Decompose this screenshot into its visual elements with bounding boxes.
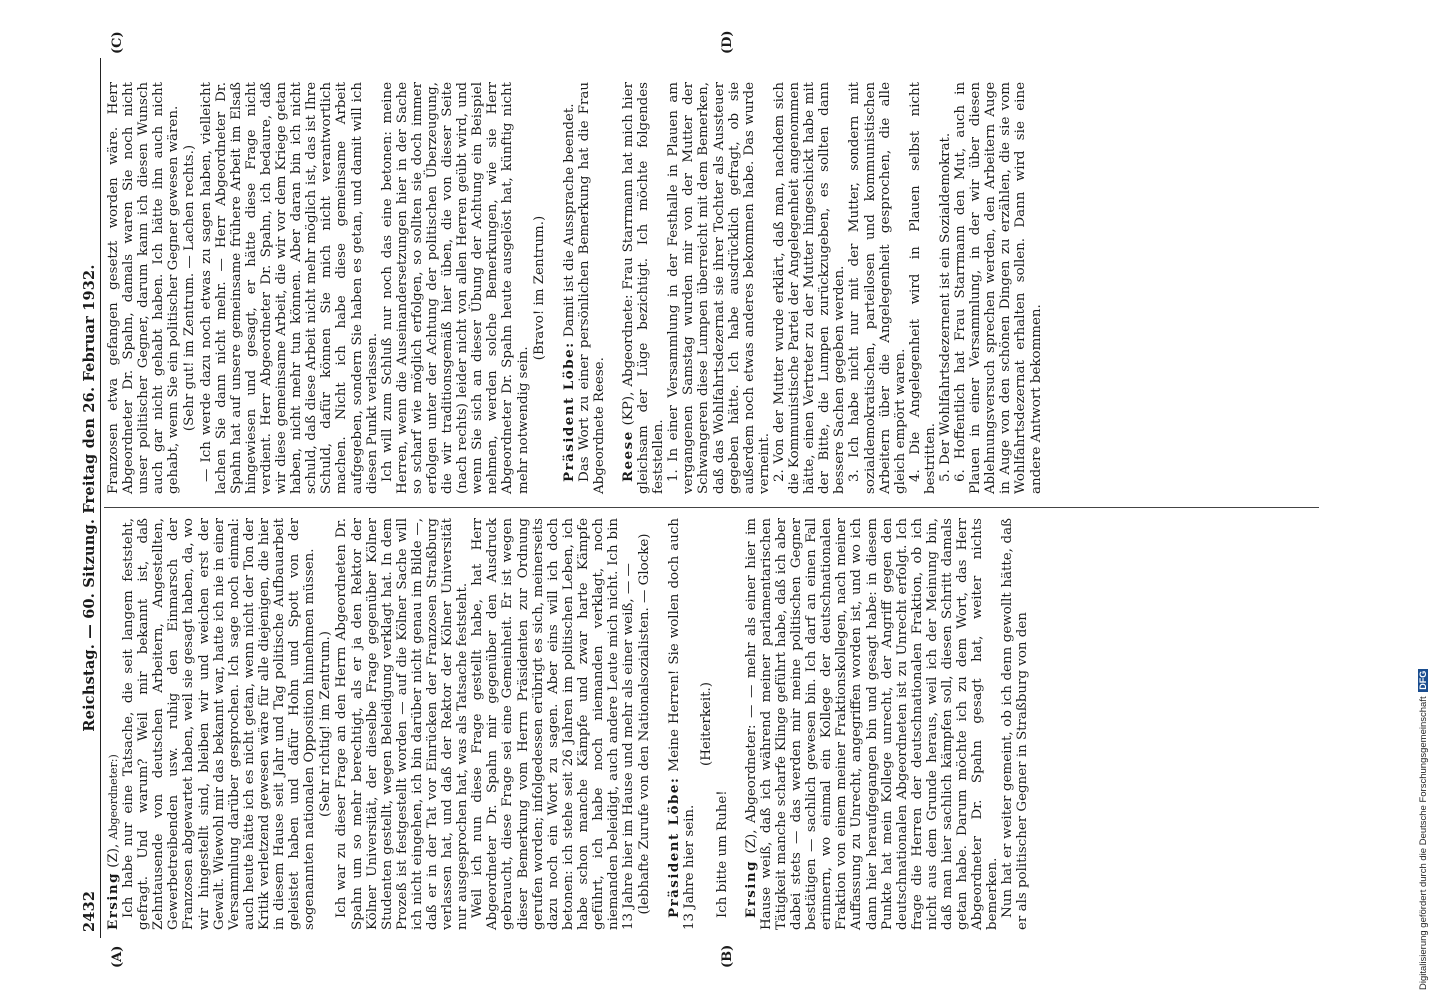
margin-mark-a: (A) — [110, 945, 125, 968]
page-number: 2432 — [81, 890, 98, 932]
speaker-name: Reese — [620, 430, 636, 482]
list-item: 1. In einer Versammlung in der Festhalle in Plauen am vergangenen Samstag wurden mir von der Mutter der Schwangeren diese Lumpen überreicht mit dem Bemerken, daß das Wohlfahrtsdezernat sie ihrer Tochter als Aussteuer gegeben hätte. Ich habe ausdrücklich gefragt, ob sie außerdem noch etwas anderes bekommen habe. Das wurde verneint. — [666, 82, 772, 494]
paragraph — [106, 518, 121, 930]
speaker-role: Abgeordneter:) — [107, 754, 120, 840]
paragraph: — Ich werde dazu noch etwas zu sagen haben, vielleicht lachen Sie dann nicht mehr. — Herr Abgeordneter Dr. Spahn hat auf unsere gemeinsame frühere Arbeit im Elsaß hingewiesen und gesagt, er hätte diese Frage nicht verdient. Herr Abgeordneter Dr. Spahn, ich bedaure, daß wir diese gemeinsame Arbeit, die wir vor dem Kriege getan haben, nicht mehr tun können. Aber daran bin ich nicht schuld, daß diese Arbeit nicht mehr möglich ist, das ist Ihre Schuld, dafür können Sie mich nicht verantwortlich machen. Nicht ich habe diese gemeinsame Arbeit aufgegeben, sondern Sie haben es getan, und damit will ich diesen Punkt verlassen. — [198, 82, 380, 494]
running-title: Reichstag. — 60. Sitzung. Freitag den 26. Februar 1932. — [81, 264, 98, 732]
list-item: 2. Von der Mutter wurde erklärt, daß man, nachdem sich die Kommunistische Partei der Angelegenheit angenommen hätte, einen Vertreter zu der Mutter hingeschickt habe mit der Bitte, die Lumpen zurückzugeben, es sollten dann bessere Sachen gegeben werden. — [771, 82, 848, 494]
margin-mark-c: (C) — [110, 31, 125, 54]
paragraph: Abgeordnete: Frau Starrmann hat mich hier gleichsam der Lüge bezichtigt. Ich möchte folgendes feststellen. — [621, 82, 667, 494]
party: (Z), — [743, 829, 759, 854]
paragraph: Abgeordneter: — — mehr als einer hier im Hause weiß, daß ich während meiner parlamentarischen Tätigkeit manche scharfe Klinge geführt habe, daß ich aber dabei stets — das werden mir meine politischen Gegner bestätigen — sachlich gewesen bin. Ich darf an einen Fall erinnern, wo einmal ein Kollege der deutschnationalen Fraktion von einem meiner Fraktionskollegen, nach meiner Auffassung zu Unrecht, angegriffen worden ist, und wo ich dann hier heraufgegangen bin und gesagt habe: in diesem Punkte hat mein Kollege unrecht, der Angriff gegen den deutschnationalen Abgeordneten ist zu Unrecht erfolgt. Ich frage die Herren der deutschnationalen Fraktion, ob ich nicht aus dem Grunde heraus, weil ich der Meinung bin, daß man hier sachlich kämpfen soll, diesen Schritt damals getan habe. Darum möchte ich zu dem Wort, das Herr Abgeordneter Dr. Spahn gesagt hat, weiter nichts bemerken. — [743, 518, 1001, 930]
paragraph: Meine Herren! Sie wollen doch auch 13 Jahre hier sein. — [667, 518, 698, 930]
paragraph: Damit ist die Aussprache beendet. — [561, 103, 577, 338]
paragraph: Ich war zu dieser Frage an den Herrn Abgeordneten Dr. Spahn um so mehr berechtigt, als er ja den Rektor der Kölner Universität, der dieselbe Frage gegenüber Kölner Studenten gestellt, wegen Beleidigung verklagt hat. In dem Prozeß ist festgestellt worden — auf die Kölner Sache will ich nicht eingehen, ich bin darüber nicht genau im Bilde —, daß er in der Tat vor Einrücken der Franzosen Straßburg verlassen hat, und daß der Rektor der Kölner Universität nur ausgesprochen hat, was als Tatsache feststeht. — [334, 518, 471, 930]
speaker-name: Präsident Löbe: — [666, 776, 683, 918]
interjection: (Sehr richtig! im Zentrum.) — [318, 631, 334, 817]
interjection: (lebhafte Zurufe von den Nationalsozialisten. — Glocke) — [637, 533, 653, 915]
interjection: (Bravo! im Zentrum.) — [531, 215, 547, 361]
margin-mark-d: (D) — [720, 30, 735, 54]
list-item: 3. Ich habe nicht nur mit der Mutter, sondern mit sozialdemokratischen, parteilosen und kommunistischen Arbeitern über die Angelegenheit gesprochen, die alle gleich empört waren. — [847, 82, 908, 494]
dfg-logo: DFG — [1418, 670, 1428, 690]
page-header — [80, 58, 101, 938]
interjection: (Sehr gut! im Zentrum. — Lachen rechts.) — [182, 144, 198, 432]
paragraph: Ich will zum Schluß nur noch das eine betonen: meine Herren, wenn die Auseinandersetzungen hier in der Sache so scharf wie möglich erfolgen, so sollten sie doch immer erfolgen unter der Achtung der politischen Überzeugung, die wir traditionsgemäß hier üben, die von dieser Seite (nach rechts) leider nicht von allen Herren geübt wird, und wenn Sie sich an dieser Übung der Achtung ein Beispiel nehmen, werden solche Bemerkungen, wie sie Herr Abgeordneter Dr. Spahn heute ausgelöst hat, künftig nicht mehr notwendig sein. — [379, 82, 531, 494]
paragraph: Ich bitte um Ruhe! — [714, 790, 730, 918]
paragraph: Nun hat er weiter gemeint, ob ich denn gewollt hätte, daß er als politischer Gegner in Straßburg von den — [1000, 518, 1031, 930]
speaker-name: Ersing — [105, 872, 121, 930]
party: (KP), — [621, 391, 636, 426]
list-item: 5. Der Wohlfahrtsdezernent ist ein Sozialdemokrat. — [937, 132, 953, 482]
speaker-name: Präsident Löbe: — [560, 341, 577, 482]
party: (Z), — [106, 843, 121, 868]
right-column — [106, 82, 1044, 494]
list-item: 6. Hoffentlich hat Frau Starrmann den Mut, auch in Plauen in einer Versammlung, in der wir über diesen Ablehnungsversuch sprechen werden, den Arbeitern Auge in Auge von den schönen Dingen zu erzählen, die sie vom Wohlfahrtsdezernat erhalten sollen. Dann wird sie eine andere Antwort bekommen. — [953, 82, 1044, 494]
column-divider — [104, 507, 1319, 508]
speaker-name: Ersing — [742, 860, 759, 918]
interjection: (Heiterkeit.) — [698, 682, 714, 766]
funding-footer — [1418, 669, 1429, 990]
funding-text: Digitalisierung gefördert durch die Deutsche Forschungsgemeinschaft — [1418, 696, 1429, 990]
paragraph: Franzosen etwa gefangen gesetzt worden wäre. Herr Abgeordneter Dr. Spahn, damals waren Sie noch nicht unser politischer Gegner, darum kann ich diesen Wunsch auch gar nicht gehabt haben. Ich hätte ihn auch nicht gehabt, wenn Sie ein politischer Gegner gewesen wären. — [106, 82, 182, 494]
list-item: 4. Die Angelegenheit wird in Plauen selbst nicht bestritten. — [907, 82, 938, 494]
paragraph: Weil ich nun diese Frage gestellt habe, hat Herr Abgeordneter Dr. Spahn mir gegenüber den Ausdruck gebraucht, diese Frage sei eine Gemeinheit. Er ist wegen dieser Bemerkung vom Herrn Präsidenten zur Ordnung gerufen worden; infolgedessen erübrigt es sich, meinerseits dazu noch ein Wort zu sagen. Aber eins will ich doch betonen: ich stehe seit 26 Jahren im politischen Leben, ich habe schon manche Kämpfe und zwar harte Kämpfe geführt, ich habe noch niemanden verklagt, noch niemanden beleidigt, auch andere Leute mich nicht. Ich bin 13 Jahre hier im Hause und mehr als einer weiß, — — — [470, 518, 637, 930]
paragraph: Ich habe nur eine Tatsache, die seit langem feststeht, gefragt. Und warum? Weil mir bekannt ist, daß Zehntausende von deutschen Arbeitern, Angestellten, Gewerbetreibenden usw. ruhig den Einmarsch der Franzosen abgewartet haben, weil sie gesagt haben, da, wo wir hingestellt sind, bleiben wir und weichen erst der Gewalt. Wiewohl mir das bekannt war, hatte ich nie in einer Versammlung darüber gesprochen. Ich sage noch einmal: auch heute hätte ich es nicht getan, wenn nicht der Ton der Kritik verletzend gewesen wäre für alle diejenigen, die hier in diesem Hause seit Jahr und Tag politische Aufbauarbeit geleistet haben und dafür Hohn und Spott von der sogenannten nationalen Opposition hinnehmen müssen. — [121, 518, 318, 930]
document-page — [80, 30, 1355, 968]
paragraph: Das Wort zu einer persönlichen Bemerkung hat die Frau Abgeordnete Reese. — [576, 82, 607, 494]
left-column — [106, 518, 1031, 930]
margin-mark-b: (B) — [720, 944, 735, 968]
